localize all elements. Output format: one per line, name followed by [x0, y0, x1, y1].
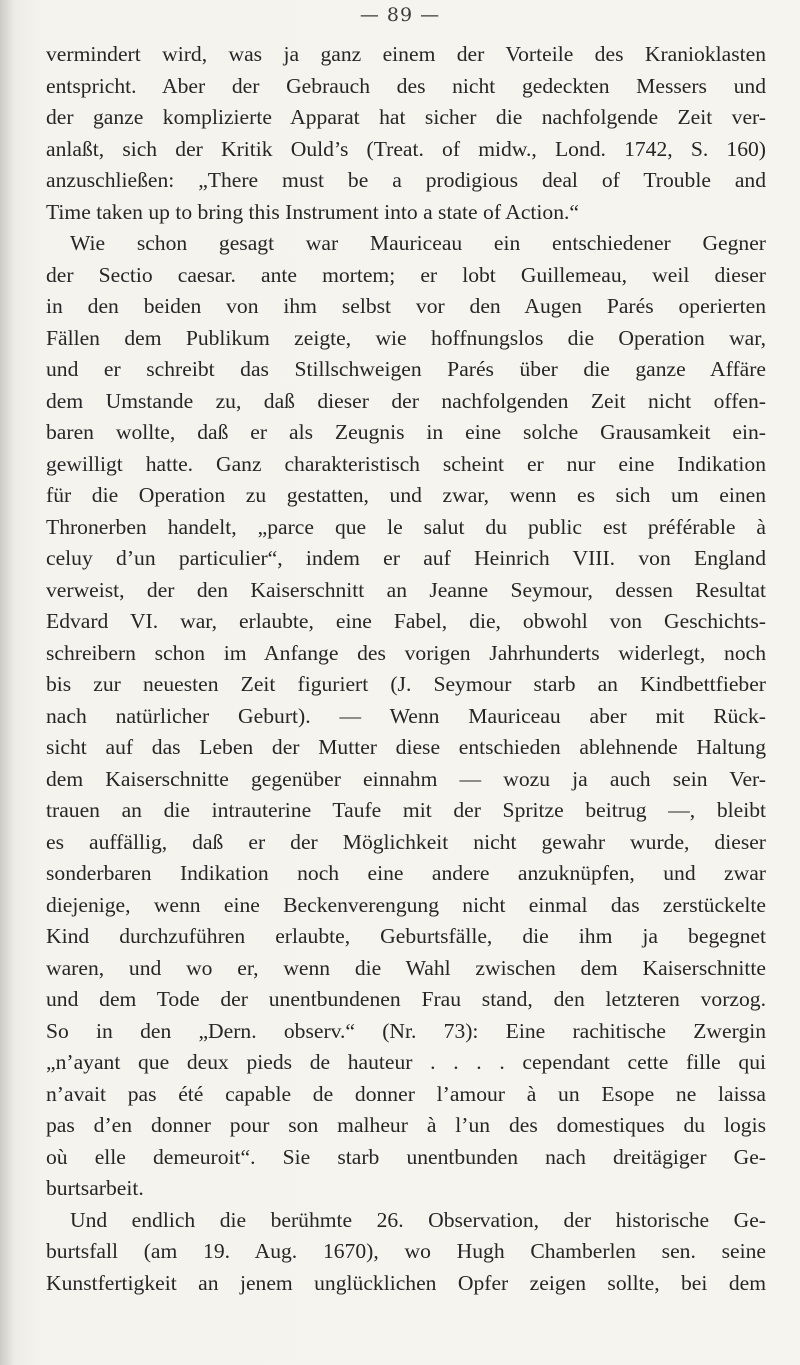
text-line: Edvard VI. war, erlaubte, eine Fabel, die, obwohl von Geschichts-: [46, 609, 766, 633]
text-line: Kunstfertigkeit an jenem unglücklichen Opfer zeigen sollte, bei dem: [46, 1270, 766, 1295]
text-line: trauen an die intrauterine Taufe mit der Spritze beitrug —, bleibt: [46, 798, 766, 822]
text-line: celuy d’un particulier“, indem er auf Heinrich VIII. von England: [46, 546, 766, 570]
text-line: baren wollte, daß er als Zeugnis in eine solche Grausamkeit ein-: [46, 420, 766, 444]
text-line: gewilligt hatte. Ganz charakteristisch scheint er nur eine Indikation: [46, 451, 766, 476]
text-line: und dem Tode der unentbundenen Frau stand, den letzteren vorzog.: [46, 987, 766, 1011]
text-line: Wie schon gesagt war Mauriceau ein entschiedener Gegner: [70, 231, 766, 255]
text-line: anlaßt, sich der Kritik Ould’s (Treat. of midw., Lond. 1742, S. 160): [46, 136, 766, 161]
text-line: dem Umstande zu, daß dieser der nachfolgenden Zeit nicht offen-: [46, 388, 766, 413]
text-line: verweist, der den Kaiserschnitt an Jeanne Seymour, dessen Resultat: [46, 577, 766, 602]
text-line: Thronerben handelt, „parce que le salut du public est préférable à: [46, 514, 766, 539]
page-edge-shadow: [0, 0, 14, 1365]
text-line: waren, und wo er, wenn die Wahl zwischen dem Kaiserschnitte: [46, 955, 766, 980]
page-number: — 89 —: [359, 4, 441, 26]
text-line: So in den „Dern. observ.“ (Nr. 73): Eine rachitische Zwergin: [46, 1018, 766, 1043]
text-line: der Sectio caesar. ante mortem; er lobt Guillemeau, weil dieser: [46, 262, 766, 287]
text-line: pas d’en donner pour son malheur à l’un des domestiques du logis: [46, 1113, 766, 1137]
text-line: diejenige, wenn eine Beckenverengung nicht einmal das zerstückelte: [46, 892, 766, 917]
text-line: n’avait pas été capable de donner l’amour à un Esope ne laissa: [46, 1081, 766, 1106]
text-line: Und endlich die berühmte 26. Observation, der historische Ge-: [70, 1207, 766, 1232]
text-line: où elle demeuroit“. Sie starb unentbunden nach dreitägiger Ge-: [46, 1144, 766, 1169]
text-line: nach natürlicher Geburt). — Wenn Mauriceau aber mit Rück-: [46, 703, 766, 728]
text-line: und er schreibt das Stillschweigen Parés über die ganze Affäre: [46, 357, 766, 381]
text-line: vermindert wird, was ja ganz einem der Vorteile des Kranioklasten: [46, 42, 766, 66]
text-line: burtsfall (am 19. Aug. 1670), wo Hugh Chamberlen sen. seine: [46, 1239, 766, 1263]
text-line: Time taken up to bring this Instrument into a state of Action.“: [46, 199, 579, 224]
text-line: dem Kaiserschnitte gegenüber einnahm — wozu ja auch sein Ver-: [46, 766, 766, 791]
text-body: [46, 39, 766, 1299]
text-line: es auffällig, daß er der Möglichkeit nicht gewahr wurde, dieser: [46, 829, 766, 854]
text-line: Kind durchzuführen erlaubte, Geburtsfälle, die ihm ja begegnet: [46, 924, 766, 948]
text-line: der ganze komplizierte Apparat hat sicher die nachfolgende Zeit ver-: [46, 105, 766, 129]
text-line: bis zur neuesten Zeit figuriert (J. Seymour starb an Kindbettfieber: [46, 672, 766, 696]
text-line: schreibern schon im Anfange des vorigen Jahrhunderts widerlegt, noch: [46, 640, 766, 665]
text-line: für die Operation zu gestatten, und zwar, wenn es sich um einen: [46, 483, 766, 507]
text-line: Fällen dem Publikum zeigte, wie hoffnungslos die Operation war,: [46, 325, 766, 350]
text-line: burtsarbeit.: [46, 1176, 144, 1200]
text-line: entspricht. Aber der Gebrauch des nicht gedeckten Messers und: [46, 73, 766, 98]
text-line: „n’ayant que deux pieds de hauteur . . . . cependant cette fille qui: [46, 1050, 766, 1074]
text-line: in den beiden von ihm selbst vor den Augen Parés operierten: [46, 294, 766, 318]
text-line: sonderbaren Indikation noch eine andere anzuknüpfen, und zwar: [46, 861, 766, 885]
text-line: sicht auf das Leben der Mutter diese entschieden ablehnende Haltung: [46, 735, 766, 759]
text-line: anzuschließen: „There must be a prodigious deal of Trouble and: [46, 168, 766, 192]
